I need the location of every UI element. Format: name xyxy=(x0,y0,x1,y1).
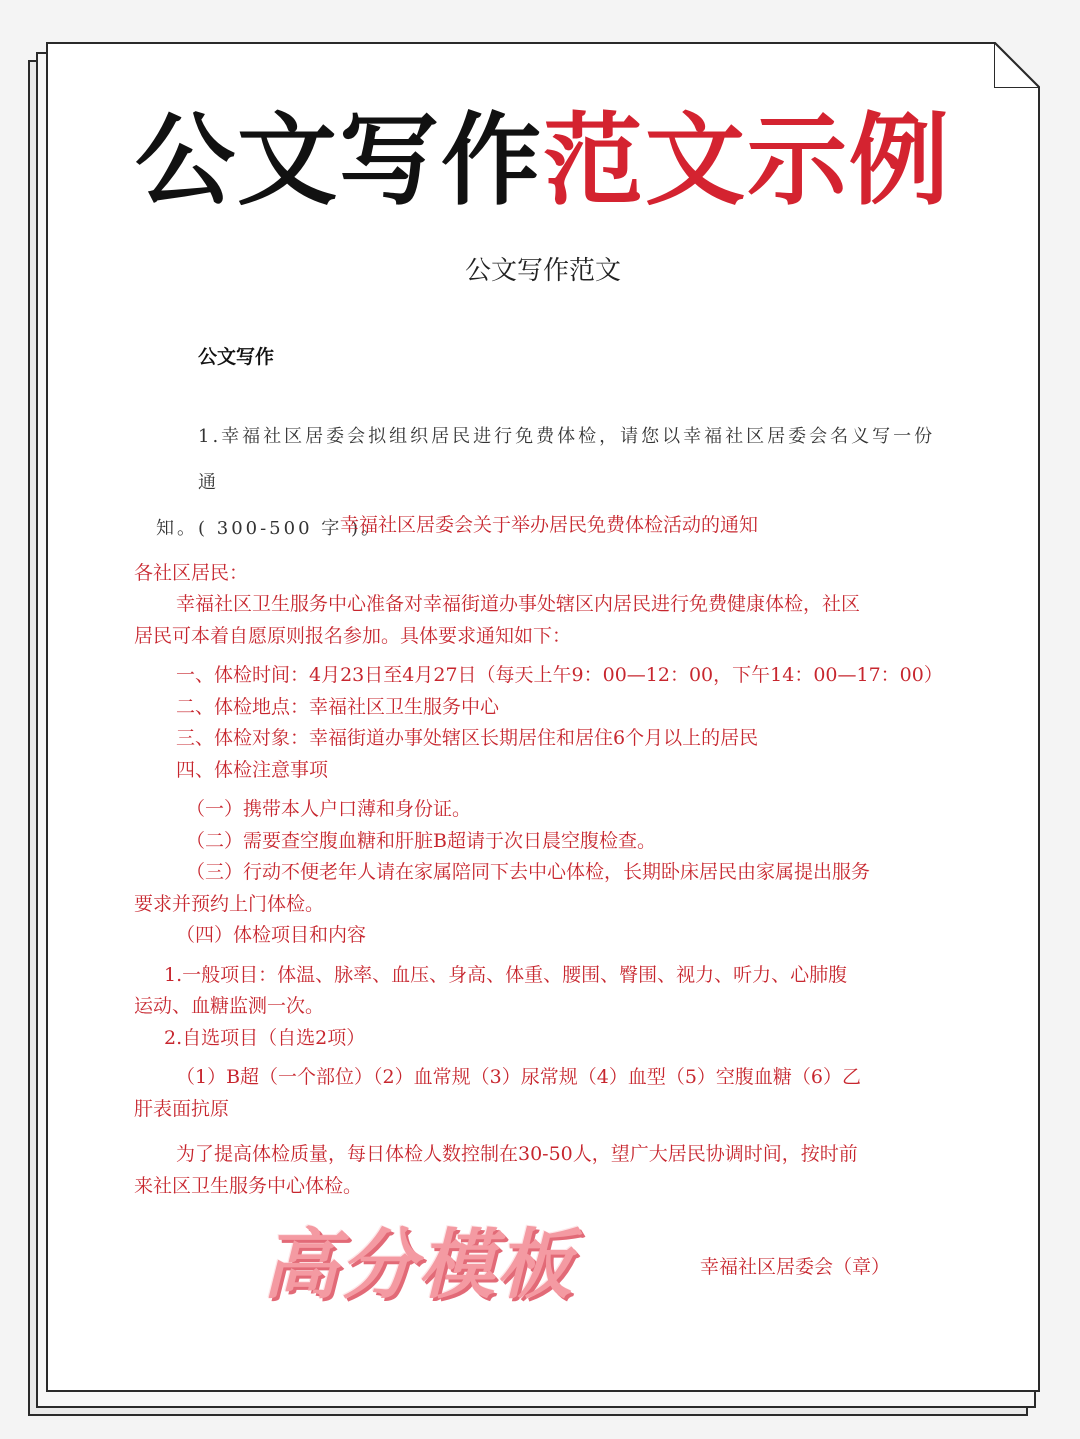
notice-closing-line-2: 来社区卫生服务中心体检。 xyxy=(134,1174,363,1197)
notice-general-line-1: 1.一般项目：体温、脉率、血压、身高、体重、腰围、臀围、视力、听力、心肺腹 xyxy=(164,963,848,986)
notice-general-line-2: 运动、血糖监测一次。 xyxy=(134,995,325,1017)
notice-optional-line-2: 肝表面抗原 xyxy=(134,1097,230,1120)
notice-intro-line-1: 幸福社区卫生服务中心准备对幸福街道办事处辖区内居民进行免费健康体检，社区 xyxy=(176,593,861,615)
notice-sub-4: （四）体检项目和内容 xyxy=(176,924,367,946)
notice-optional-title: 2.自选项目（自选2项） xyxy=(164,1026,366,1049)
notice-intro-line-2: 居民可本着自愿原则报名参加。具体要求通知如下： xyxy=(134,624,572,647)
notice-salutation: 各社区居民： xyxy=(134,561,249,584)
notice-body xyxy=(134,510,964,1202)
notice-item-location: 二、体检地点：幸福社区卫生服务中心 xyxy=(176,695,500,718)
hero-title xyxy=(48,102,1038,219)
notice-sub-3-line-2: 要求并预约上门体检。 xyxy=(134,892,325,915)
notice-optional-line-1: （1）B超（一个部位）（2）血常规（3）尿常规（4）血型（5）空腹血糖（6）乙 xyxy=(176,1066,861,1088)
page-fold-corner-icon xyxy=(994,42,1040,88)
notice-item-time: 一、体检时间：4月23日至4月27日（每天上午9：00—12：00，下午14：00—17：00） xyxy=(176,664,943,686)
question-line-2: 知。( 300-500 字 )。 xyxy=(156,518,383,539)
notice-closing-line-1: 为了提高体检质量，每日体检人数控制在30-50人，望广大居民协调时间，按时前 xyxy=(176,1143,858,1165)
question-line-1: 1.幸福社区居委会拟组织居民进行免费体检，请您以幸福社区居委会名义写一份通 xyxy=(198,426,936,493)
document-page xyxy=(46,42,1040,1392)
notice-sub-2: （二）需要查空腹血糖和肝脏B超请于次日晨空腹检查。 xyxy=(186,829,656,852)
notice-title: 幸福社区居委会关于举办居民免费体检活动的通知 xyxy=(339,514,758,536)
notice-signature: 幸福社区居委会（章） xyxy=(700,1256,891,1278)
document-subtitle: 公文写作范文 xyxy=(464,256,621,286)
watermark-text: 高分模板 xyxy=(262,1220,574,1309)
signature-row xyxy=(48,1204,1038,1309)
notice-item-target: 三、体检对象：幸福街道办事处辖区长期居住和居住6个月以上的居民 xyxy=(176,727,759,749)
notice-item-notes: 四、体检注意事项 xyxy=(176,758,329,781)
section-label: 公文写作 xyxy=(198,346,275,368)
notice-sub-3-line-1: （三）行动不便老年人请在家属陪同下去中心体检，长期卧床居民由家属提出服务 xyxy=(186,861,871,883)
notice-sub-1: （一）携带本人户口薄和身份证。 xyxy=(186,798,472,820)
hero-title-black: 公文写作 xyxy=(135,102,543,219)
hero-title-red: 范文示例 xyxy=(543,102,951,219)
